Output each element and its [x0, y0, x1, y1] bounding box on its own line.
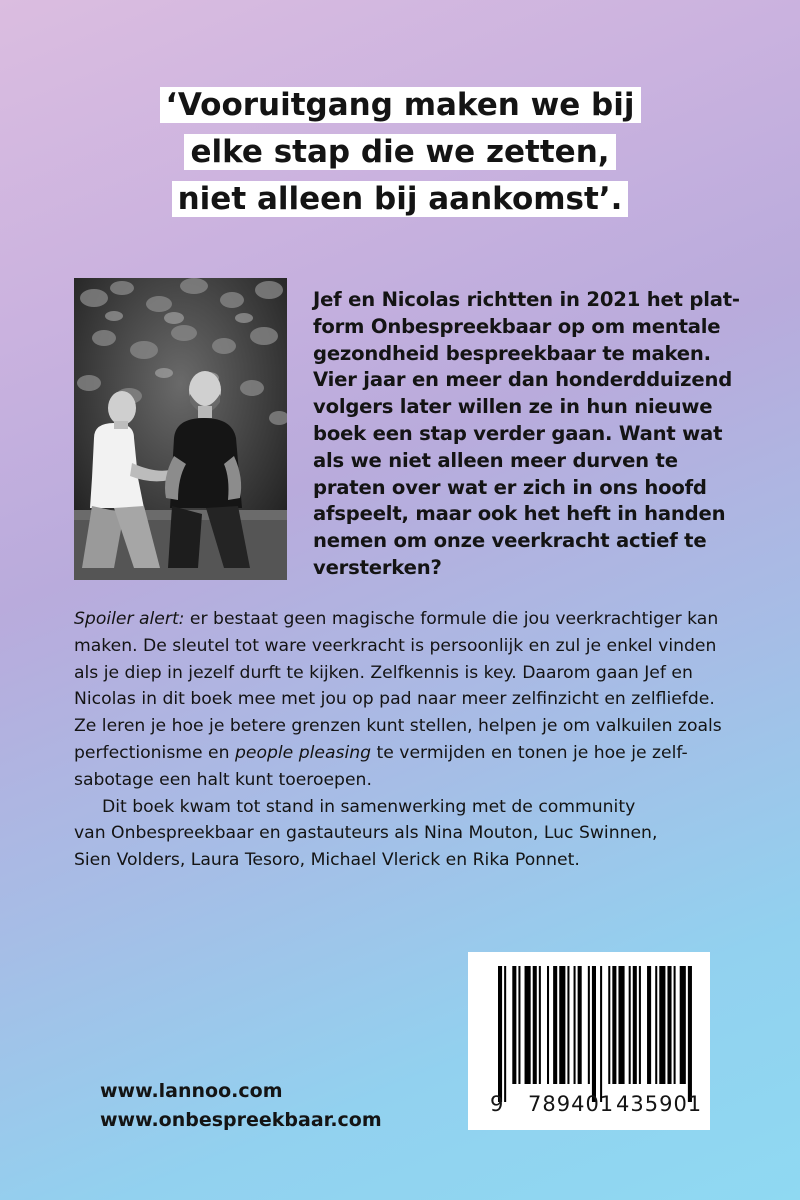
barcode-bar	[639, 966, 641, 1084]
body-line-4: Nicolas in dit boek mee met jou op pad naar meer zelfinzicht en zelfliefde.	[74, 689, 715, 710]
intro-line: praten over wat er zich in ons hoofd	[313, 475, 707, 499]
quote-line-1: ‘Vooruitgang maken we bij	[160, 87, 641, 123]
barcode-bar	[608, 966, 610, 1084]
barcode-bar	[518, 966, 520, 1084]
website-links	[100, 1077, 382, 1135]
author-photo	[74, 278, 287, 580]
barcode-bar	[533, 966, 537, 1084]
barcode-bar	[567, 966, 569, 1084]
barcode-bar	[547, 966, 549, 1084]
isbn-barcode	[468, 952, 710, 1130]
barcode-bar	[618, 966, 624, 1084]
barcode-bar	[629, 966, 631, 1084]
barcode-bar	[688, 966, 692, 1102]
barcode-bar	[600, 966, 602, 1102]
barcode-bar	[659, 966, 665, 1084]
intro-line: nemen om onze veerkracht actief te	[313, 529, 707, 553]
intro-line: form Onbespreekbaar op om mentale	[313, 314, 721, 338]
body-line-1	[74, 606, 734, 633]
barcode-bar	[504, 966, 506, 1102]
body-line-7: sabotage een halt kunt toeroepen.	[74, 769, 372, 790]
cover-quote	[0, 82, 800, 223]
intro-line: afspeelt, maar ook het heft in handen	[313, 502, 726, 526]
isbn-digit-group: 435901	[616, 1092, 703, 1116]
intro-line: als we niet alleen meer durven te	[313, 448, 678, 472]
body-line-2: maken. De sleutel tot ware veerkracht is persoonlijk en zul je enkel vinden	[74, 635, 717, 656]
body-line-6	[74, 740, 734, 767]
barcode-bar	[674, 966, 676, 1084]
author-photo-illustration	[74, 278, 287, 580]
barcode-bar	[525, 966, 531, 1084]
barcode-bar	[553, 966, 557, 1084]
barcode-bar	[588, 966, 590, 1084]
barcode-bar	[633, 966, 637, 1084]
barcode-bar	[655, 966, 657, 1084]
body-text: te vermijden en tonen je hoe je zelf-	[371, 742, 688, 763]
barcode-bar	[512, 966, 516, 1084]
barcode-bar	[592, 966, 596, 1102]
spoiler-alert-label: Spoiler alert:	[74, 609, 185, 629]
body-text: perfectionisme en	[74, 742, 235, 763]
quote-line-2: elke stap die we zetten,	[184, 134, 615, 170]
intro-line: boek een stap verder gaan. Want wat	[313, 421, 723, 445]
isbn-digit-group: 9	[490, 1092, 505, 1116]
barcode-bar	[680, 966, 686, 1084]
body-line-9: van Onbespreekbaar en gastauteurs als Nina Mouton, Luc Swinnen,	[74, 823, 658, 844]
body-text: er bestaat geen magische formule die jou veerkrachtiger kan	[184, 609, 719, 629]
people-pleasing-term: people pleasing	[235, 742, 372, 763]
barcode-bar	[578, 966, 582, 1084]
body-line-8: Dit boek kwam tot stand in samenwerking met de community	[102, 796, 636, 817]
platform-url: www.onbespreekbaar.com	[100, 1109, 382, 1131]
intro-line: versterken?	[313, 555, 442, 579]
barcode-bar	[574, 966, 576, 1084]
quote-line-3: niet alleen bij aankomst’.	[172, 181, 629, 217]
barcode-bar	[559, 966, 565, 1084]
publisher-url: www.lannoo.com	[100, 1080, 283, 1102]
intro-line: Vier jaar en meer dan honderdduizend	[313, 368, 733, 392]
barcode-bar	[612, 966, 616, 1084]
barcode-bar	[647, 966, 651, 1084]
barcode-bar	[539, 966, 541, 1084]
intro-line: gezondheid bespreekbaar te maken.	[313, 341, 711, 365]
body-line-3: als je diep in jezelf durft te kijken. Zelfkennis is key. Daarom gaan Jef en	[74, 662, 693, 683]
body-line-10: Sien Volders, Laura Tesoro, Michael Vlerick en Rika Ponnet.	[74, 850, 580, 871]
body-line-5: Ze leren je hoe je betere grenzen kunt stellen, helpen je om valkuilen zoals	[74, 716, 722, 737]
intro-line: volgers later willen ze in hun nieuwe	[313, 395, 713, 419]
barcode-bar	[498, 966, 502, 1102]
intro-paragraph	[313, 287, 743, 582]
description-paragraph	[74, 606, 734, 874]
intro-line: Jef en Nicolas richtten in 2021 het plat-	[313, 288, 740, 311]
barcode-bar	[667, 966, 671, 1084]
isbn-digit-group: 789401	[528, 1092, 615, 1116]
